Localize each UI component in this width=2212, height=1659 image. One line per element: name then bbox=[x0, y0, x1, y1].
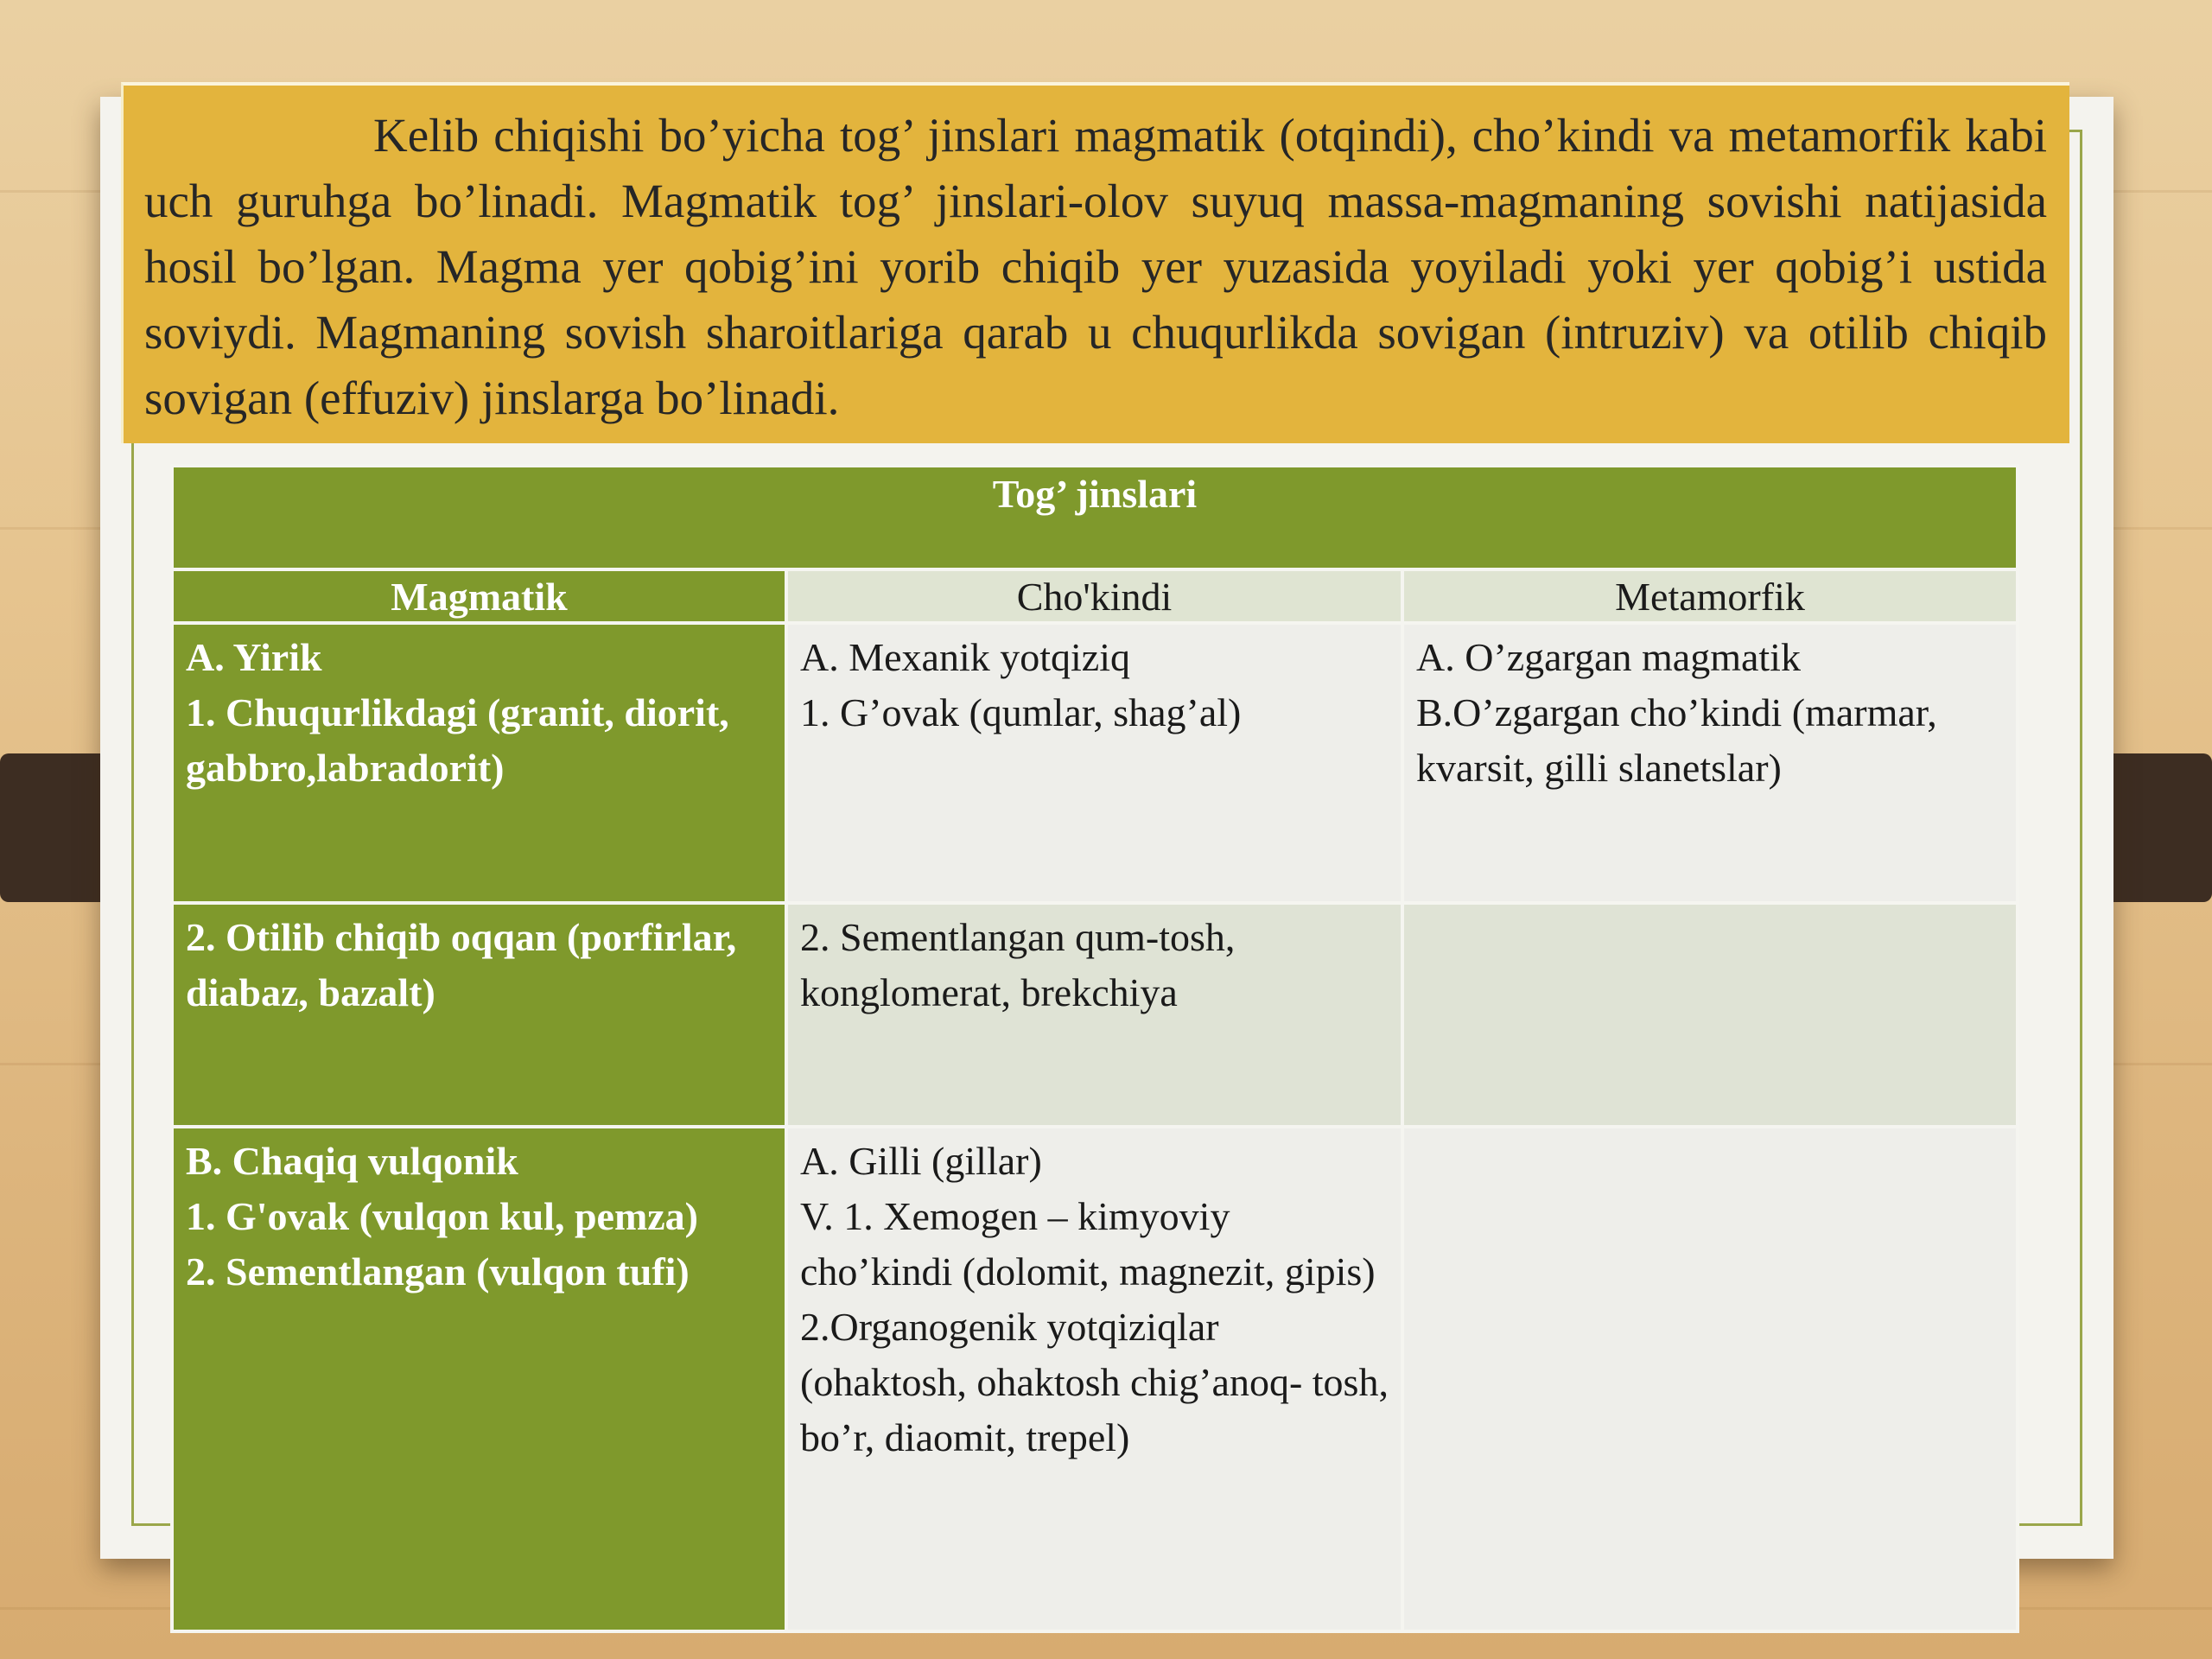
cell-line: 1. G'ovak (vulqon kul, pemza) bbox=[186, 1194, 698, 1238]
cell-line: 2.Organogenik yotqiziqlar (ohaktosh, ohaktosh chig’anoq- tosh, bo’r, diaomit, trepel) bbox=[800, 1305, 1389, 1459]
table-row bbox=[172, 623, 2018, 903]
cell-line: 2. Otilib chiqib oqqan (porfirlar, diabaz, bazalt) bbox=[186, 915, 737, 1014]
magmatik-cell bbox=[172, 623, 786, 903]
cell-line: A. O’zgargan magmatik bbox=[1416, 635, 1801, 679]
cell-line: A. Yirik bbox=[186, 635, 322, 679]
cell-line: B.O’zgargan cho’kindi (marmar, kvarsit, gilli slanetslar) bbox=[1416, 690, 1937, 790]
chokindi-cell bbox=[786, 903, 1402, 1127]
table-row bbox=[172, 1127, 2018, 1631]
chokindi-cell bbox=[786, 1127, 1402, 1631]
chokindi-cell bbox=[786, 623, 1402, 903]
cell-line: A. Gilli (gillar) bbox=[800, 1139, 1042, 1183]
metamorfik-cell-empty bbox=[1402, 1127, 2018, 1631]
column-header-metamorfik: Metamorfik bbox=[1402, 569, 2018, 623]
cell-line: V. 1. Xemogen – kimyoviy cho’kindi (dolomit, magnezit, gipis) bbox=[800, 1194, 1376, 1294]
intro-box bbox=[121, 82, 2069, 443]
metamorfik-cell-empty bbox=[1402, 903, 2018, 1127]
table-row bbox=[172, 903, 2018, 1127]
cell-line: 2. Sementlangan (vulqon tufi) bbox=[186, 1249, 690, 1294]
column-header-magmatik: Magmatik bbox=[172, 569, 786, 623]
table-title: Tog’ jinslari bbox=[172, 466, 2018, 569]
magmatik-cell bbox=[172, 903, 786, 1127]
cell-line: 1. Chuqurlikdagi (granit, diorit, gabbro,labradorit) bbox=[186, 690, 729, 790]
cell-line: B. Chaqiq vulqonik bbox=[186, 1139, 518, 1183]
magmatik-cell bbox=[172, 1127, 786, 1631]
cell-line: 2. Sementlangan qum-tosh, konglomerat, brekchiya bbox=[800, 915, 1236, 1014]
column-header-chokindi: Cho'kindi bbox=[786, 569, 1402, 623]
intro-paragraph: Kelib chiqishi bo’yicha tog’ jinslari magmatik (otqindi), cho’kindi va metamorfik kabi uch guruhga bo’linadi. Magmatik tog’ jinslari-olov suyuq massa-magmaning sovishi natijasida hosil bo’lgan. Magma yer qobig’ini yorib chiqib yer yuzasida yoyiladi yoki yer qobig’i ustida soviydi. Magmaning sovish sharoitlariga qarab u chuqurlikda sovigan (intruziv) va otilib chiqib sovigan (effuziv) jinslarga bo’linadi. bbox=[144, 109, 2047, 424]
rock-types-table bbox=[170, 464, 2019, 1633]
metamorfik-cell bbox=[1402, 623, 2018, 903]
cell-line: A. Mexanik yotqiziq bbox=[800, 635, 1130, 679]
cell-line: 1. G’ovak (qumlar, shag’al) bbox=[800, 690, 1242, 734]
